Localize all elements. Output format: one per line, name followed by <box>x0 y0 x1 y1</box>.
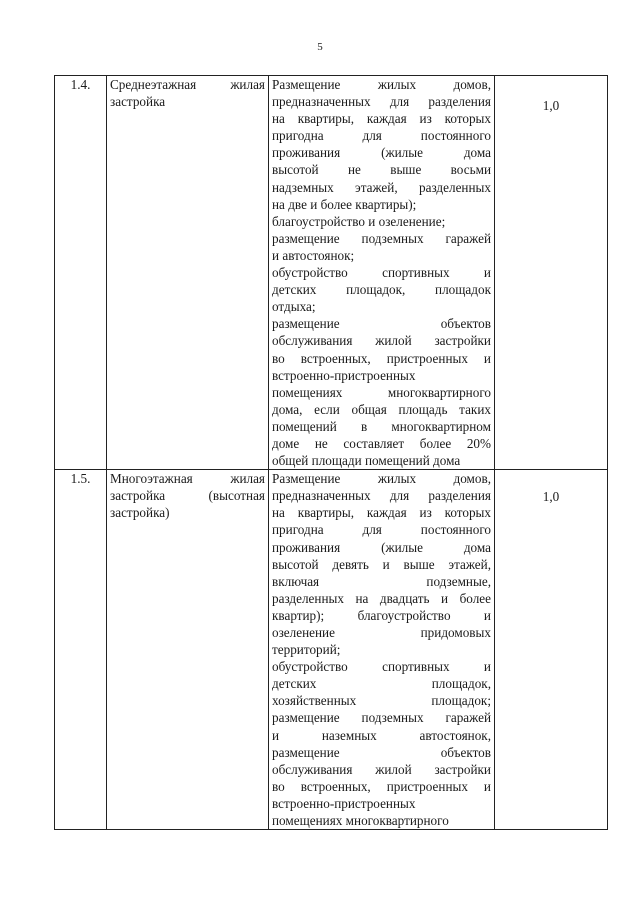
description-line: и наземных автостоянок, <box>272 727 491 743</box>
page-number: 5 <box>317 41 323 53</box>
description-line: пригодна для постоянного <box>272 522 491 538</box>
description-line: встроенно-пристроенных <box>272 795 416 811</box>
description-line: Размещение жилых домов, <box>272 77 491 92</box>
name-line: застройка <box>110 94 166 110</box>
description-line: территорий; <box>272 642 341 658</box>
description-line: и автостоянок; <box>272 247 355 263</box>
description-line: высотой девять и выше этажей, <box>272 556 491 572</box>
description-line: помещениях многоквартирного <box>272 384 491 400</box>
description-line: отдыха; <box>272 299 316 315</box>
coefficient-value: 1,0 <box>495 76 608 470</box>
description-line: во встроенных, пристроенных и <box>272 778 491 794</box>
description-line: проживания (жилые дома <box>272 145 491 161</box>
description-line: обустройство спортивных и <box>272 265 491 281</box>
description-line: дома, если общая площадь таких <box>272 401 491 417</box>
description-line: обслуживания жилой застройки <box>272 761 491 777</box>
description-line: размещение объектов <box>272 744 491 760</box>
land-use-description <box>269 470 495 830</box>
land-use-table <box>54 75 608 830</box>
coefficient-value: 1,0 <box>495 470 608 830</box>
description-line: во встроенных, пристроенных и <box>272 350 491 366</box>
description-line: хозяйственных площадок; <box>272 693 491 709</box>
description-line: проживания (жилые дома <box>272 539 491 555</box>
description-line: на квартиры, каждая из которых <box>272 505 491 521</box>
description-line: включая подземные, <box>272 573 491 589</box>
name-line: застройка (высотная <box>110 488 265 504</box>
description-line: помещений в многоквартирном <box>272 418 491 434</box>
name-line: Многоэтажная жилая <box>110 471 265 487</box>
table-row <box>55 470 608 830</box>
description-line: размещение подземных гаражей <box>272 230 491 246</box>
description-line: высотой не выше восьми <box>272 162 491 178</box>
land-use-description <box>269 76 495 470</box>
description-line: размещение подземных гаражей <box>272 710 491 726</box>
description-line: доме не составляет более 20% <box>272 435 491 451</box>
description-line: предназначенных для разделения <box>272 488 491 504</box>
name-line: застройка) <box>110 505 170 521</box>
description-line: встроенно-пристроенных <box>272 367 416 383</box>
description-line: разделенных на двадцать и более <box>272 590 491 606</box>
description-line: на две и более квартиры); <box>272 196 417 212</box>
row-number: 1.4. <box>55 76 107 470</box>
description-line: детских площадок, площадок <box>272 282 491 298</box>
land-use-name <box>107 470 269 830</box>
description-line: благоустройство и озеленение; <box>272 213 446 229</box>
description-line: на квартиры, каждая из которых <box>272 111 491 127</box>
description-line: пригодна для постоянного <box>272 128 491 144</box>
land-use-name <box>107 76 269 470</box>
table-row <box>55 76 608 470</box>
description-line: размещение объектов <box>272 316 491 332</box>
description-line: обслуживания жилой застройки <box>272 333 491 349</box>
name-line: Среднеэтажная жилая <box>110 77 265 92</box>
description-line: квартир); благоустройство и <box>272 607 491 623</box>
description-line: общей площади помещений дома <box>272 453 461 469</box>
description-line: детских площадок, <box>272 676 491 692</box>
description-line: Размещение жилых домов, <box>272 471 491 487</box>
description-line: надземных этажей, разделенных <box>272 179 491 195</box>
description-line: предназначенных для разделения <box>272 94 491 110</box>
description-line: озеленение придомовых <box>272 625 491 640</box>
description-line: обустройство спортивных и <box>272 659 491 675</box>
row-number: 1.5. <box>55 470 107 830</box>
description-line: помещениях многоквартирного <box>272 813 449 829</box>
